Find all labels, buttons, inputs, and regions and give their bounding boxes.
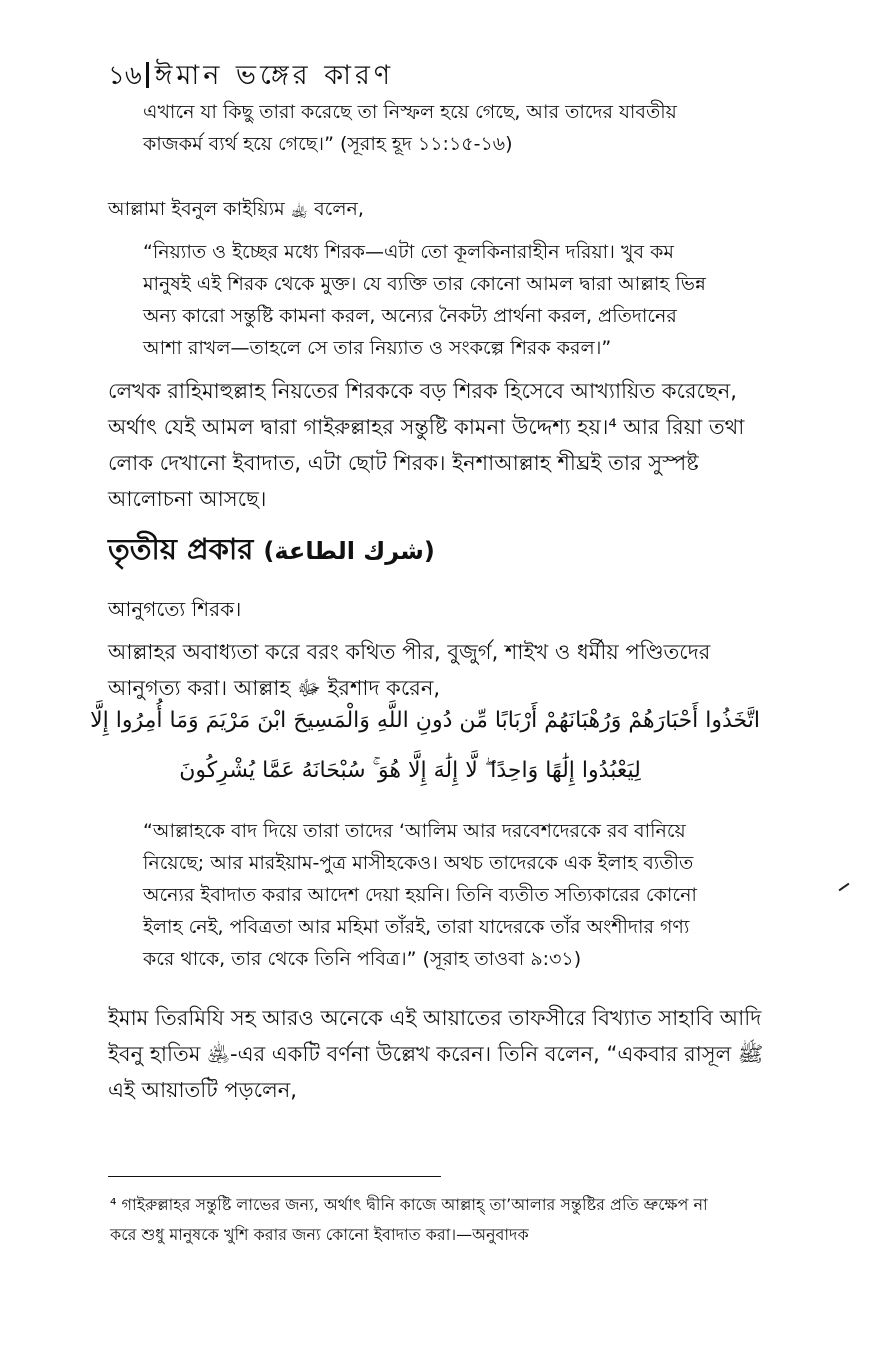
quote-block-2 <box>143 236 763 364</box>
paragraph-line: ইমাম তিরমিযি সহ আরও অনেকে এই আয়াতের তাফসীরে বিখ্যাত সাহাবি আদি <box>108 1006 762 1030</box>
section-heading-arabic: (شرك الطاعة) <box>263 537 435 565</box>
quote-block-1 <box>143 96 743 160</box>
page-header <box>108 56 708 96</box>
paragraph-line: ইবনু হাতিম ﵁-এর একটি বর্ণনা উল্লেখ করেন। তিনি বলেন, “একবার রাসূল ﷺ <box>108 1042 764 1066</box>
paragraph-line: লোক দেখানো ইবাদাত, এটা ছোট শিরক। ইনশাআল্লাহ শীঘ্রই তার সুস্পষ্ট <box>108 451 699 475</box>
footnote-text: গাইরুল্লাহর সন্তুষ্টি লাভের জন্য, অর্থাৎ দ্বীনি কাজে আল্লাহ্ তা’আলার সন্তুষ্টির প্রতি ভ্রুক্ষেপ না <box>121 1195 708 1214</box>
paragraph-line: আলোচনা আসছে। <box>108 487 267 511</box>
quote-line: অন্য কারো সন্তুষ্টি কামনা করল, অন্যের নৈকট্য প্রার্থনা করল, প্রতিদানের <box>143 305 677 327</box>
quote-line: করে থাকে, তার থেকে তিনি পবিত্র।” (সূরাহ তাওবা ৯:৩১) <box>143 948 582 970</box>
section-heading-text: তৃতীয় প্রকার <box>108 532 254 566</box>
quote-line: ইলাহ নেই, পবিত্রতা আর মহিমা তাঁরই, তারা যাদেরকে তাঁর অংশীদার গণ্য <box>143 916 690 938</box>
footnote-line: করে শুধু মানুষকে খুশি করার জন্য কোনো ইবাদাত করা।—অনুবাদক <box>110 1225 529 1244</box>
margin-pen-mark <box>839 883 850 892</box>
quote-line: কাজকর্ম ব্যর্থ হয়ে গেছে।” (সূরাহ হূদ ১১:১৫-১৬) <box>143 133 513 155</box>
arabic-verse-line-1: اتَّخَذُوا أَحْبَارَهُمْ وَرُهْبَانَهُمْ أَرْبَابًا مِّن دُونِ اللَّهِ وَالْمَسِيحَ ابْنَ مَرْيَمَ وَمَا أُمِرُوا إِلَّا <box>90 708 760 733</box>
section-heading <box>108 527 435 573</box>
paragraph-1 <box>108 373 758 517</box>
paragraph-line: আল্লাহর অবাধ্যতা করে বরং কথিত পীর, বুজুর্গ, শাইখ ও ধর্মীয় পণ্ডিতদের <box>108 640 711 664</box>
paragraph-line: আনুগত্য করা। আল্লাহ ﷻ ইরশাদ করেন, <box>108 676 441 700</box>
footnote-marker: ⁴ <box>110 1195 117 1214</box>
paragraph-2 <box>108 634 758 706</box>
footnote <box>110 1190 770 1250</box>
quote-line: নিয়েছে; আর মারইয়াম-পুত্র মাসীহকেও। অথচ তাদেরকে এক ইলাহ ব্যতীত <box>143 852 694 874</box>
quote-line: “আল্লাহকে বাদ দিয়ে তারা তাদের ‘আলিম আর দরবেশদেরকে রব বানিয়ে <box>143 820 686 842</box>
arabic-verse-line-2: لِيَعْبُدُوا إِلَٰهًا وَاحِدًا ۖ لَّا إِلَٰهَ إِلَّا هُوَ ۚ سُبْحَانَهُ عَمَّا يُشْرِكُونَ <box>179 758 641 783</box>
intro-line: আল্লামা ইবনুল কাইয়্যিম ﵀ বলেন, <box>108 198 364 220</box>
footnote-divider <box>108 1176 441 1177</box>
quote-line: অন্যের ইবাদাত করার আদেশ দেয়া হয়নি। তিনি ব্যতীত সত্যিকারের কোনো <box>143 884 697 906</box>
quote-line: মানুষই এই শিরক থেকে মুক্ত। যে ব্যক্তি তার কোনো আমল দ্বারা আল্লাহ ভিন্ন <box>143 273 706 295</box>
paragraph-line: অর্থাৎ যেই আমল দ্বারা গাইরুল্লাহর সন্তুষ্টি কামনা উদ্দেশ্য হয়।⁴ আর রিয়া তথা <box>108 415 745 439</box>
quote-block-3 <box>143 815 763 975</box>
page-number: ১৬ <box>108 61 142 91</box>
book-title: ঈমান ভঙ্গের কারণ <box>154 60 395 91</box>
quote-line: এখানে যা কিছু তারা করেছে তা নিস্ফল হয়ে গেছে, আর তাদের যাবতীয় <box>143 101 677 123</box>
quote-line: “নিয়্যাত ও ইচ্ছের মধ্যে শিরক—এটা তো কূলকিনারাহীন দরিয়া। খুব কম <box>143 241 674 263</box>
paragraph-line: এই আয়াতটি পড়লেন, <box>108 1078 297 1102</box>
subheading: আনুগত্যে শিরক। <box>108 597 242 621</box>
quote-line: আশা রাখল—তাহলে সে তার নিয়্যাত ও সংকল্পে শিরক করল।” <box>143 337 612 359</box>
paragraph-line: লেখক রাহিমাহুল্লাহ নিয়তের শিরককে বড় শিরক হিসেবে আখ্যায়িত করেছেন, <box>108 379 737 403</box>
header-divider <box>146 62 149 88</box>
paragraph-3 <box>108 1000 764 1108</box>
footnote-line <box>110 1190 770 1220</box>
